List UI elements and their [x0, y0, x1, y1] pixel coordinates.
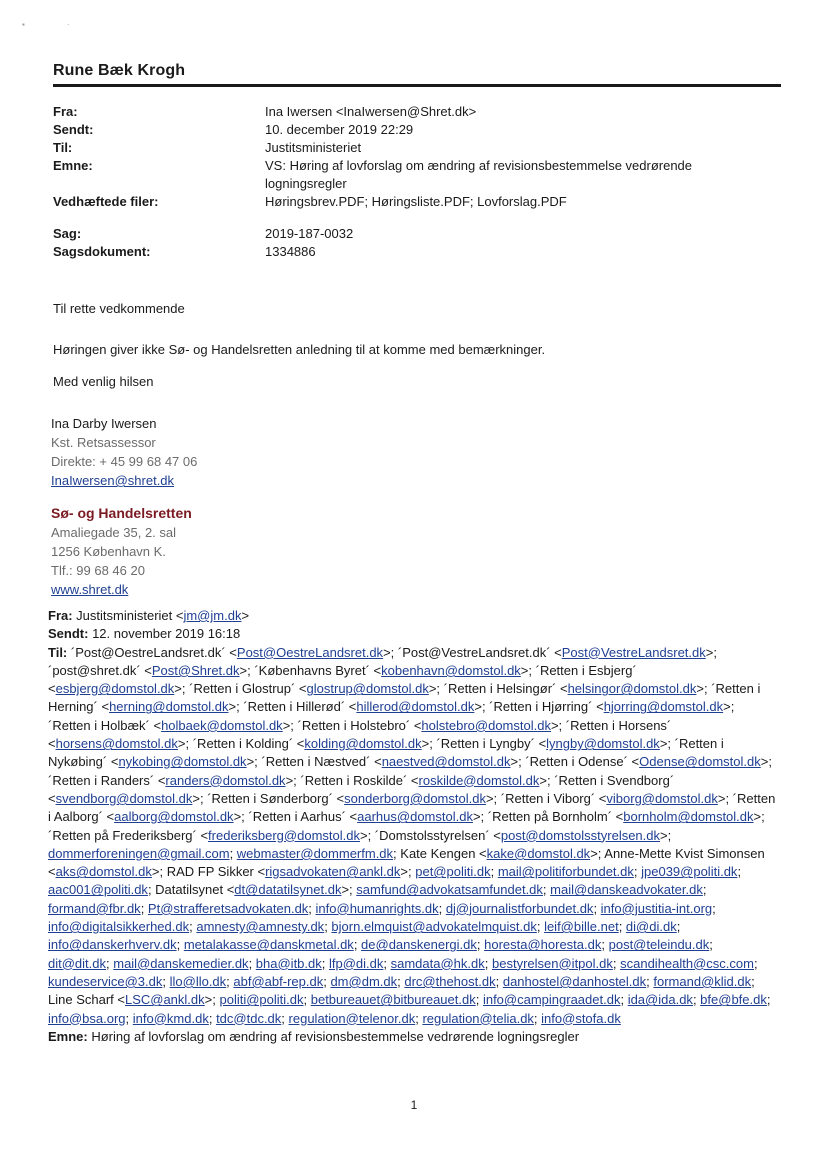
recipient-email-link[interactable]: de@danskenergi.dk [361, 937, 477, 953]
recipient-email-link[interactable]: helsingor@domstol.dk [567, 681, 697, 697]
recipient-text: >; ´Retten i Svendborg´ < [48, 772, 675, 806]
recipient-text: ; [176, 937, 184, 953]
meta-sent-label: Sendt: [53, 122, 94, 137]
recipient-email-link[interactable]: abf@abf-rep.dk [233, 973, 324, 989]
recipient-text: ; [676, 919, 681, 935]
recipient-email-link[interactable]: mail@politiforbundet.dk [497, 864, 634, 880]
recipient-email-link[interactable]: aac001@politi.dk [48, 882, 148, 898]
meta-sent-value: 10. december 2019 22:29 [265, 122, 414, 137]
recipient-email-link[interactable]: formand@fbr.dk [48, 900, 141, 916]
recipient-email-link[interactable]: regulation@telia.dk [422, 1010, 534, 1026]
recipient-email-link[interactable]: formand@klid.dk [653, 973, 752, 989]
recipient-email-link[interactable]: lyngby@domstol.dk [546, 736, 660, 752]
recipient-email-link[interactable]: bha@itb.dk [255, 955, 322, 971]
recipient-text: ; [438, 900, 446, 916]
recipient-email-link[interactable]: esbjerg@domstol.dk [55, 681, 175, 697]
forwarded-subject-value: Høring af lovforslag om ændring af revisionsbestemmelse vedrørende logningsregler [87, 1028, 580, 1044]
header-rule [53, 84, 781, 87]
recipient-email-link[interactable]: nykobing@domstol.dk [118, 754, 247, 770]
recipient-text: ; [162, 973, 170, 989]
recipient-email-link[interactable]: metalakasse@danskmetal.dk [183, 937, 354, 953]
recipient-text: >; ´Domstolsstyrelsen´ < [359, 827, 501, 843]
court-phone: Tlf.: 99 68 46 20 [51, 563, 145, 578]
recipient-text: >; ´Retten i Randers´ < [48, 754, 772, 788]
recipient-email-link[interactable]: betbureauet@bitbureauet.dk [310, 992, 476, 1008]
forwarded-from-email-link[interactable]: jm@jm.dk [183, 608, 242, 623]
recipient-email-link[interactable]: kundeservice@3.dk [48, 973, 163, 989]
message: Høringen giver ikke Sø- og Handelsretten anledning til at komme med bemærkninger. [53, 342, 546, 357]
recipient-email-link[interactable]: roskilde@domstol.dk [418, 772, 540, 788]
recipient-email-link[interactable]: dt@datatilsynet.dk [234, 882, 342, 898]
meta-case-document-value: 1334886 [265, 244, 316, 259]
recipient-text: >; ´Retten i Hjørring´ < [474, 699, 604, 715]
forwarded-from-label: Fra: [48, 608, 73, 623]
meta-subject [53, 157, 783, 193]
recipient-text: >; ´Retten i Nykøbing´ < [48, 736, 724, 770]
recipient-text: >; ´Retten på Bornholm´ < [472, 809, 624, 825]
recipient-text: >; ´Retten i Kolding´ < [177, 736, 305, 752]
recipient-email-link[interactable]: aalborg@domstol.dk [114, 809, 234, 825]
recipient-text: >; ´Københavns Byret´ < [239, 662, 382, 678]
recipient-email-link[interactable]: info@digitalsikkerhed.dk [48, 919, 190, 935]
recipient-email-link[interactable]: bornholm@domstol.dk [623, 809, 754, 825]
signature-name: Ina Darby Iwersen [51, 416, 157, 431]
recipient-email-link[interactable]: Post@OestreLandsret.dk [236, 644, 384, 660]
recipient-text: ; [593, 900, 601, 916]
recipient-text: >; ´Retten i Sønderborg´ < [192, 790, 345, 806]
recipient-text: >; ´Post@VestreLandsret.dk´ < [383, 644, 562, 660]
recipient-email-link[interactable]: pet@politi.dk [415, 864, 491, 880]
recipient-text: ; [140, 900, 148, 916]
recipient-email-link[interactable]: mail@danskeadvokater.dk [550, 882, 703, 898]
recipient-text: ; [646, 973, 654, 989]
meta-case-label: Sag: [53, 226, 82, 241]
recipient-email-link[interactable]: leif@bille.net [544, 919, 619, 935]
recipient-text: ; [490, 864, 498, 880]
recipient-email-link[interactable]: randers@domstol.dk [165, 772, 286, 788]
recipient-email-link[interactable]: dm@dm.dk [330, 973, 398, 989]
recipient-text: >; ´Retten i Aalborg´ < [48, 790, 776, 825]
recipient-email-link[interactable]: Pt@strafferetsadvokaten.dk [147, 900, 309, 916]
court-website-link[interactable]: www.shret.dk [51, 582, 129, 597]
recipient-text: >; ´Retten i Aarhus´ < [233, 809, 358, 825]
recipient-email-link[interactable]: post@teleindu.dk [608, 937, 710, 953]
recipient-text: ; [229, 845, 237, 861]
recipient-text: ; [709, 937, 713, 953]
signature-direct-phone: Direkte: + 45 99 68 47 06 [51, 454, 198, 469]
recipient-email-link[interactable]: jpe039@politi.dk [641, 864, 738, 880]
recipient-text: ; [712, 900, 716, 916]
recipient-text: ; [415, 1010, 423, 1026]
recipient-email-link[interactable]: dj@journalistforbundet.dk [445, 900, 594, 916]
recipient-text: ; [476, 937, 485, 953]
recipient-text: >; ´Retten i Hillerød´ < [228, 699, 357, 715]
recipient-text: ; [692, 992, 701, 1008]
recipient-email-link[interactable]: glostrup@domstol.dk [306, 681, 429, 697]
recipient-email-link[interactable]: scandihealth@csc.com [620, 955, 754, 971]
recipient-email-link[interactable]: frederiksberg@domstol.dk [208, 827, 360, 843]
recipient-email-link[interactable]: info@stofa.dk [541, 1010, 621, 1026]
meta-to-value: Justitsministeriet [265, 140, 362, 155]
recipient-text: ; [324, 919, 332, 935]
forwarded-to-label: Til: [48, 644, 68, 660]
recipient-text: >; ´Retten i Helsingør´ < [428, 681, 568, 697]
recipient-text: ; [125, 1010, 133, 1026]
recipient-text: ; [303, 992, 311, 1008]
recipient-text: ; [323, 973, 331, 989]
recipient-text: ; [633, 864, 642, 880]
recipient-email-link[interactable]: amnesty@amnesty.dk [196, 919, 325, 935]
recipient-email-link[interactable]: kobenhavn@domstol.dk [381, 662, 521, 678]
recipient-email-link[interactable]: info@bsa.org [48, 1010, 126, 1026]
recipient-text: ; [475, 992, 483, 1008]
recipient-email-link[interactable]: info@campingraadet.dk [482, 992, 621, 1008]
recipient-text: >; ´Retten i Glostrup´ < [174, 681, 307, 697]
recipient-text: >; ´Retten i Viborg´ < [485, 790, 607, 806]
recipient-email-link[interactable]: tdc@tdc.dk [216, 1010, 282, 1026]
meta-case-document [53, 243, 783, 261]
email-metadata [53, 103, 783, 261]
signature [51, 414, 197, 599]
meta-to [53, 139, 783, 157]
forwarded-message [48, 607, 776, 1046]
recipient-text: ; [618, 919, 626, 935]
recipient-email-link[interactable]: regulation@telenor.dk [288, 1010, 416, 1026]
recipient-email-link[interactable]: politi@politi.dk [219, 992, 304, 1008]
recipient-email-link[interactable]: Post@VestreLandsret.dk [561, 644, 706, 660]
page-author: Rune Bæk Krogh [53, 62, 186, 79]
recipient-text: ; [308, 900, 316, 916]
recipient-text: >; [660, 827, 672, 843]
recipient-email-link[interactable]: mail@danskemedier.dk [113, 955, 249, 971]
recipient-text: >; Anne-Mette Kvist Simonsen < [48, 845, 765, 880]
forwarded-sent-label: Sendt: [48, 626, 89, 642]
recipient-email-link[interactable]: llo@llo.dk [169, 973, 227, 989]
recipient-email-link[interactable]: dommerforeningen@gmail.com [48, 845, 230, 861]
recipient-email-link[interactable]: bestyrelsen@itpol.dk [492, 955, 613, 971]
forwarded-from-end: > [241, 608, 250, 623]
recipient-text: >; ´Retten i Esbjerg´ < [48, 662, 637, 697]
recipient-text: >; ´Retten i Holbæk´ < [48, 699, 735, 733]
recipient-text: >; RAD FP Sikker < [151, 864, 266, 880]
recipient-text: >; [341, 882, 357, 898]
meta-attachments-value: Høringsbrev.PDF; Høringsliste.PDF; Lovforslag.PDF [265, 194, 567, 209]
recipient-text: ; [321, 955, 329, 971]
meta-spacer [53, 211, 783, 225]
recipient-text: >; ´Retten i Herning´ < [48, 681, 761, 715]
closing: Med venlig hilsen [53, 374, 154, 389]
court-address-line-2: 1256 København K. [51, 544, 166, 559]
recipient-text: ´Post@OestreLandsret.dk´ < [67, 644, 237, 660]
recipient-email-link[interactable]: info@justitia-int.org [600, 900, 713, 916]
recipient-email-link[interactable]: webmaster@dommerfm.dk [236, 845, 394, 861]
court-name: Sø- og Handelsretten [51, 505, 192, 521]
recipient-email-link[interactable]: sonderborg@domstol.dk [344, 790, 486, 806]
recipient-text: ; [353, 937, 362, 953]
forwarded-from [48, 607, 776, 625]
email-body [53, 300, 773, 391]
recipient-text: ; [601, 937, 609, 953]
recipient-email-link[interactable]: viborg@domstol.dk [606, 790, 718, 806]
recipient-text: >; ´Retten i Roskilde´ < [285, 772, 419, 788]
recipient-email-link[interactable]: dit@dit.dk [48, 955, 106, 971]
forwarded-sent [48, 625, 776, 643]
recipient-text: ; [702, 882, 707, 898]
forwarded-sent-value: 12. november 2019 16:18 [88, 626, 241, 642]
meta-case-document-label: Sagsdokument: [53, 244, 151, 259]
recipient-email-link[interactable]: info@humanrights.dk [315, 900, 439, 916]
meta-attachments [53, 193, 783, 211]
scan-specks: ▪ · [22, 20, 70, 29]
meta-subject-label: Emne: [53, 158, 93, 173]
recipient-email-link[interactable]: danhostel@danhostel.dk [502, 973, 647, 989]
recipient-email-link[interactable]: rigsadvokaten@ankl.dk [265, 864, 401, 880]
recipient-text: ; [106, 955, 114, 971]
recipient-email-link[interactable]: bfe@bfe.dk [700, 992, 767, 1008]
recipient-text: ; [397, 973, 405, 989]
recipient-text: ; [542, 882, 551, 898]
recipient-text: ; [484, 955, 492, 971]
recipient-email-link[interactable]: herning@domstol.dk [109, 699, 229, 715]
recipient-email-link[interactable]: samfund@advokatsamfundet.dk [356, 882, 543, 898]
meta-from [53, 103, 783, 121]
recipient-text: ; [248, 955, 256, 971]
recipient-email-link[interactable]: aarhus@domstol.dk [357, 809, 473, 825]
recipient-text: >; [400, 864, 416, 880]
recipient-text: ; [753, 955, 758, 971]
recipient-email-link[interactable]: post@domstolsstyrelsen.dk [500, 827, 661, 843]
meta-from-value: Ina Iwersen <InaIwersen@Shret.dk> [265, 104, 477, 119]
recipient-text: ; [533, 1010, 542, 1026]
signature-title: Kst. Retsassessor [51, 435, 156, 450]
meta-sent [53, 121, 783, 139]
recipient-text: ; [226, 973, 234, 989]
court-address-line-1: Amaliegade 35, 2. sal [51, 525, 177, 540]
recipient-text: >; ´Retten i Næstved´ < [246, 754, 382, 770]
recipient-email-link[interactable]: kake@domstol.dk [486, 845, 591, 861]
recipient-email-link[interactable]: svendborg@domstol.dk [55, 790, 193, 806]
recipient-email-link[interactable]: bjorn.elmquist@advokatelmquist.dk [331, 919, 537, 935]
meta-from-label: Fra: [53, 104, 78, 119]
forwarded-subject-label: Emne: [48, 1028, 88, 1044]
recipient-email-link[interactable]: samdata@hk.dk [390, 955, 485, 971]
signature-email-link[interactable]: InaIwersen@shret.dk [51, 473, 175, 488]
recipient-text: ; [495, 973, 503, 989]
recipient-email-link[interactable]: horesta@horesta.dk [484, 937, 602, 953]
recipient-text: >; ´post@shret.dk´ < [48, 644, 717, 678]
recipient-email-link[interactable]: holbaek@domstol.dk [161, 717, 283, 733]
meta-case-value: 2019-187-0032 [265, 226, 354, 241]
recipient-email-link[interactable]: hillerod@domstol.dk [356, 699, 475, 715]
recipient-email-link[interactable]: horsens@domstol.dk [55, 736, 178, 752]
meta-case [53, 225, 783, 243]
recipient-email-link[interactable]: aks@domstol.dk [55, 864, 152, 880]
recipient-email-link[interactable]: lfp@di.dk [329, 955, 384, 971]
recipient-text: ; [189, 919, 197, 935]
recipient-email-link[interactable]: holstebro@domstol.dk [421, 717, 551, 733]
recipient-text: ; Datatilsynet < [147, 882, 235, 898]
recipient-text: ; [383, 955, 391, 971]
recipient-text: >; ´Retten i Odense´ < [510, 754, 640, 770]
recipient-text: ; [208, 1010, 217, 1026]
page-number: 1 [410, 1098, 418, 1112]
recipient-email-link[interactable]: info@kmd.dk [132, 1010, 209, 1026]
recipient-text: ; Line Scharf < [48, 973, 755, 1008]
recipient-email-link[interactable]: hjorring@domstol.dk [603, 699, 724, 715]
recipient-email-link[interactable]: drc@thehost.dk [404, 973, 496, 989]
recipient-text: >; ´Retten i Lyngby´ < [421, 736, 547, 752]
recipient-text: >; ´Retten i Horsens´ < [48, 717, 672, 752]
recipient-text: ; [766, 992, 771, 1008]
recipient-email-link[interactable]: naestved@domstol.dk [381, 754, 511, 770]
recipient-email-link[interactable]: LSC@ankl.dk [124, 992, 205, 1008]
recipient-email-link[interactable]: Odense@domstol.dk [639, 754, 761, 770]
recipient-email-link[interactable]: ida@ida.dk [627, 992, 693, 1008]
forwarded-from-text: Justitsministeriet < [72, 608, 184, 623]
forwarded-subject [48, 1028, 776, 1046]
recipient-text: ; Kate Kengen < [393, 845, 487, 861]
recipient-text: ; [612, 955, 621, 971]
meta-to-label: Til: [53, 140, 73, 155]
recipient-text: ; [620, 992, 628, 1008]
recipient-text: >; ´Retten på Frederiksberg´ < [48, 809, 765, 843]
recipient-email-link[interactable]: Post@Shret.dk [151, 662, 240, 678]
meta-attachments-label: Vedhæftede filer: [53, 194, 159, 209]
recipient-text: ; [536, 919, 545, 935]
recipient-text: >; ´Retten i Holstebro´ < [282, 717, 422, 733]
recipient-email-link[interactable]: di@di.dk [625, 919, 677, 935]
meta-subject-value: VS: Høring af lovforslag om ændring af revisionsbestemmelse vedrørende logningsregler [265, 158, 693, 191]
recipient-email-link[interactable]: kolding@domstol.dk [304, 736, 422, 752]
recipient-text: ; [737, 864, 742, 880]
recipient-email-link[interactable]: info@danskerhverv.dk [48, 937, 177, 953]
recipient-text: >; [204, 992, 220, 1008]
greeting: Til rette vedkommende [53, 301, 185, 316]
forwarded-recipients [48, 644, 776, 1028]
recipient-text: ; [281, 1010, 289, 1026]
